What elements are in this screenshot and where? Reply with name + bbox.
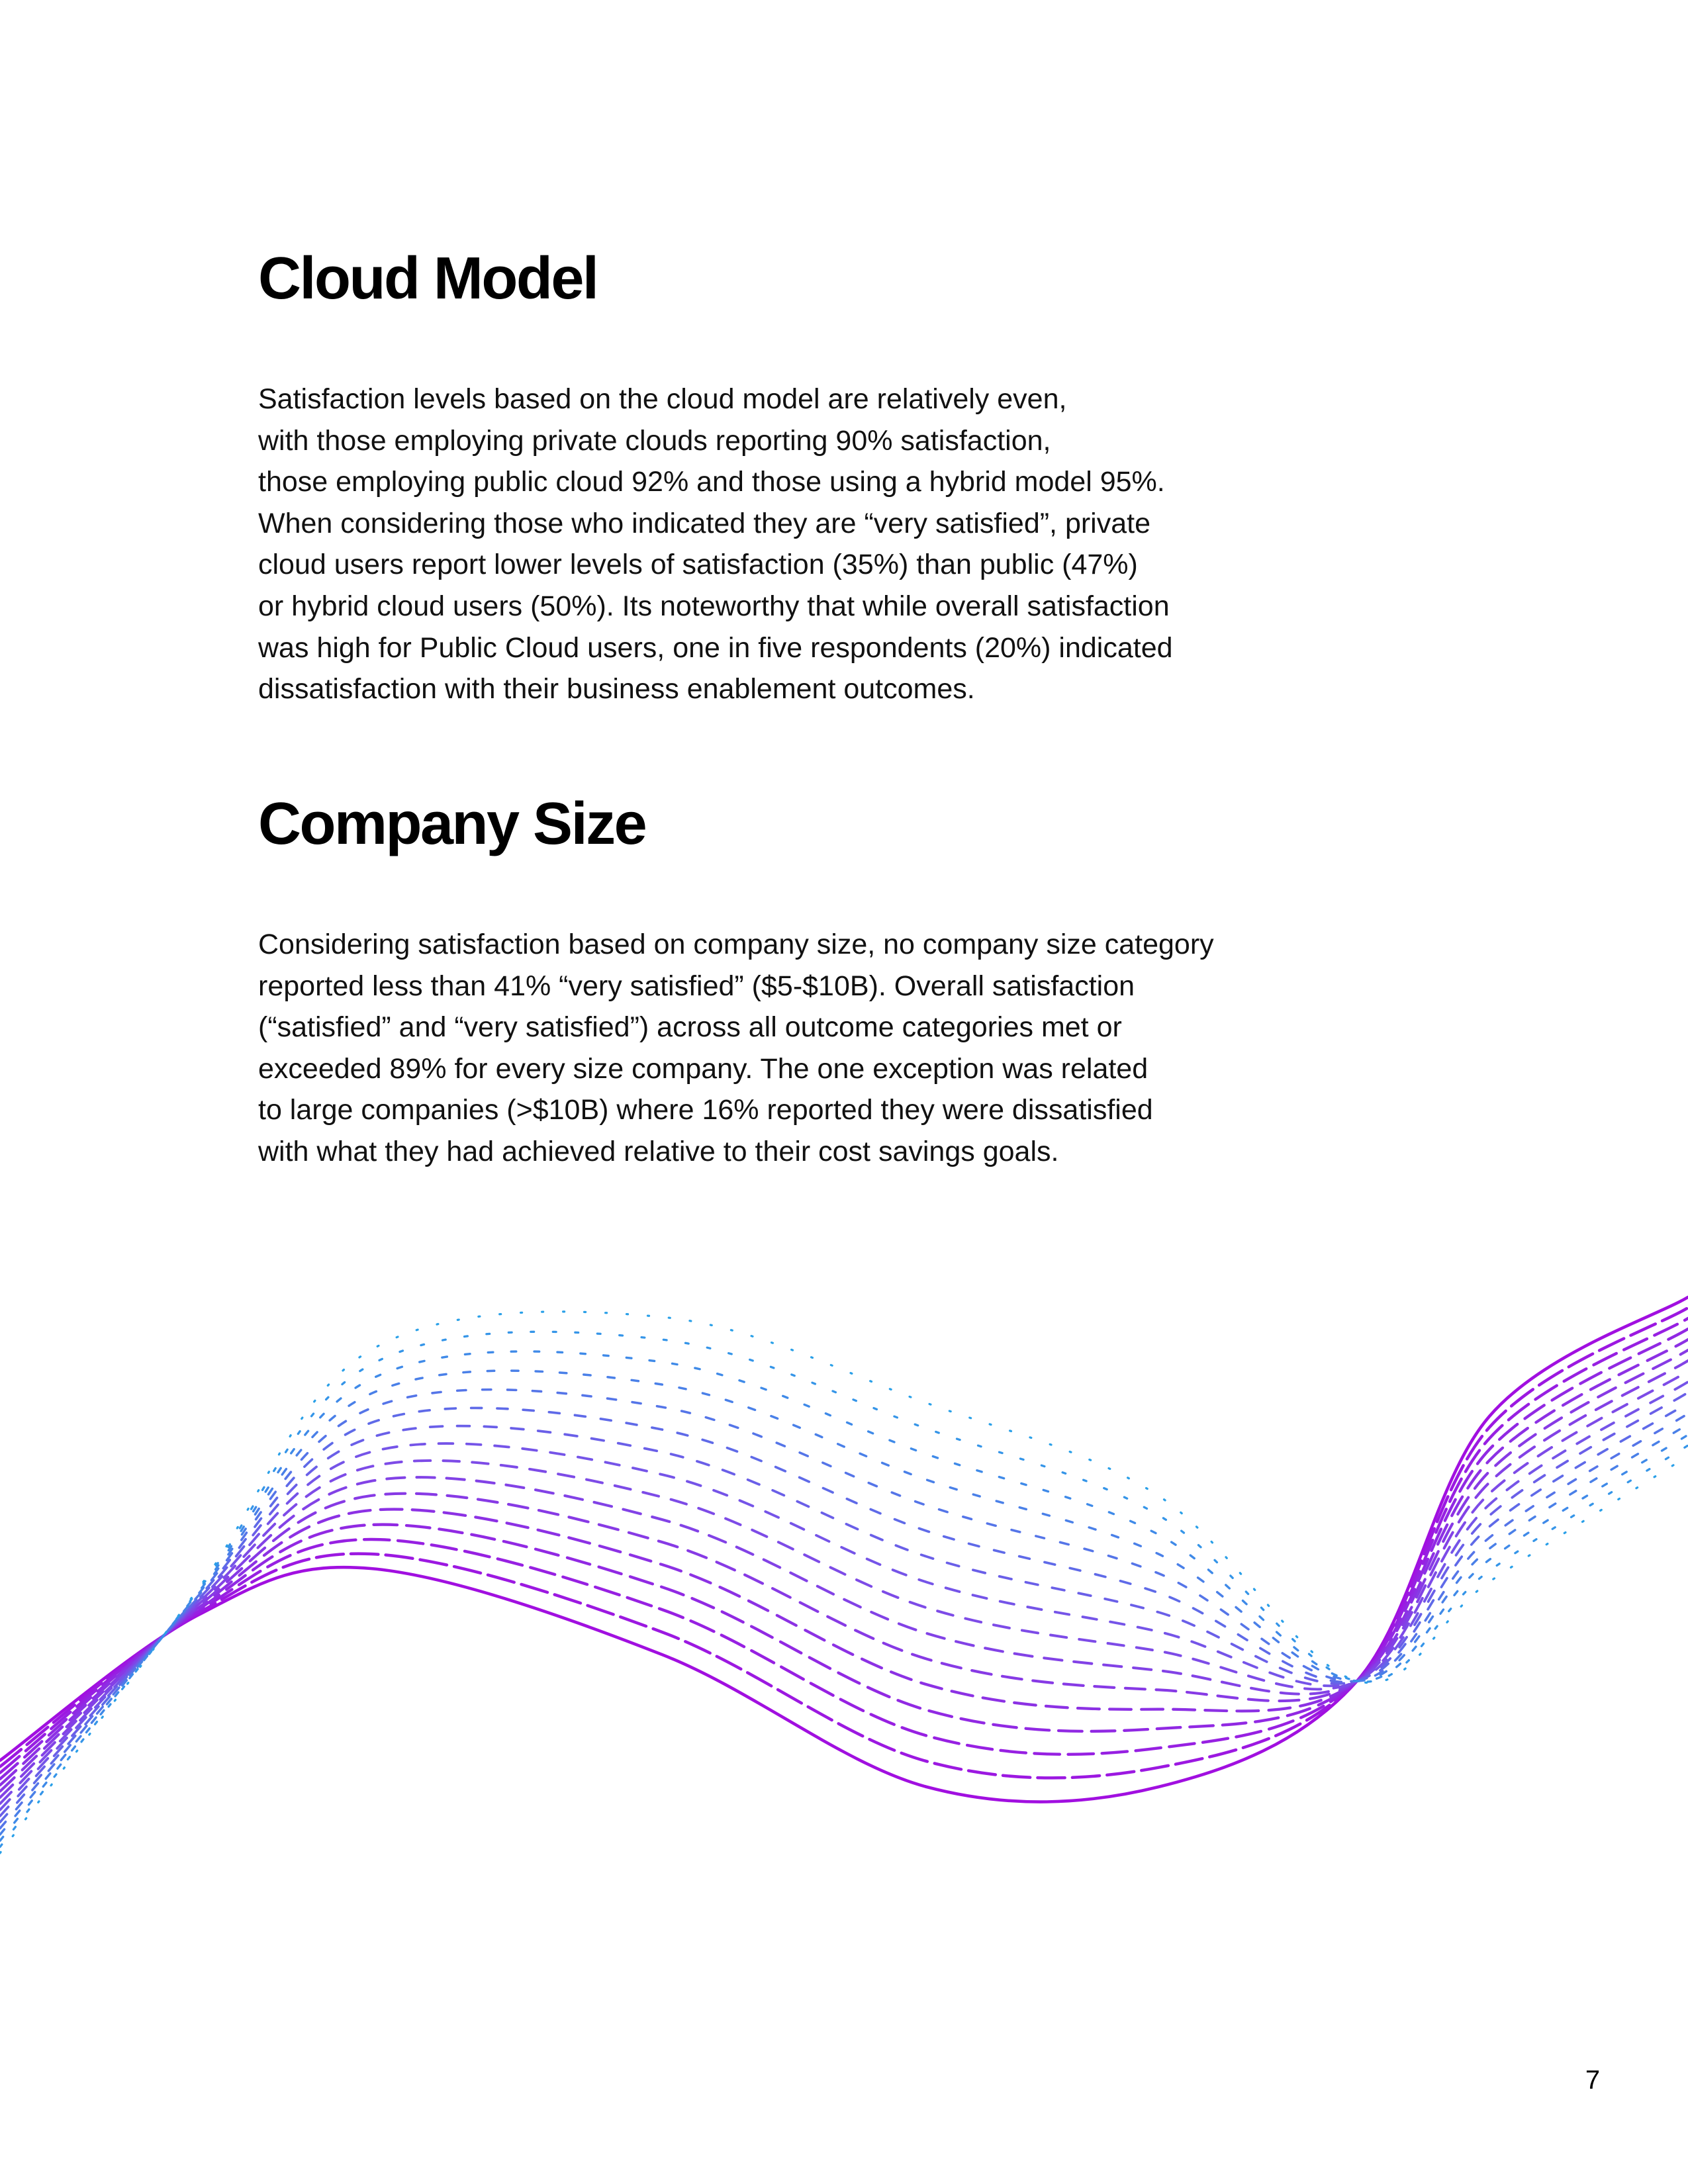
- body-line: exceeded 89% for every size company. The one exception was related: [258, 1052, 1149, 1085]
- page-number: 7: [1585, 2066, 1601, 2095]
- wave-line: [0, 1403, 1688, 1822]
- wave-line: [0, 1361, 1688, 1797]
- body-line: or hybrid cloud users (50%). Its noteworthy that while overall satisfaction: [258, 590, 1170, 622]
- body-line: with what they had achieved relative to their cost savings goals.: [258, 1135, 1059, 1167]
- body-line: with those employing private clouds reporting 90% satisfaction,: [258, 424, 1051, 457]
- body-line: to large companies (>$10B) where 16% reported they were dissatisfied: [258, 1094, 1153, 1126]
- body-line: When considering those who indicated they are “very satisfied”, private: [258, 507, 1151, 539]
- section-heading-cloud-model: Cloud Model: [258, 246, 598, 312]
- wave-line: [0, 1371, 1688, 1835]
- wave-line: [0, 1390, 1688, 1829]
- section-heading-company-size: Company Size: [258, 791, 646, 857]
- wave-line: [0, 1351, 1688, 1841]
- body-line: dissatisfaction with their business enablement outcomes.: [258, 673, 975, 705]
- decorative-wave-graphic: [0, 1257, 1688, 1985]
- wave-line: [0, 1332, 1688, 1846]
- section-company-size: [258, 788, 1383, 1173]
- body-line: reported less than 41% “very satisfied” ($5-$10B). Overall satisfaction: [258, 970, 1135, 1002]
- wave-lines-group: [0, 1297, 1688, 1853]
- body-line: (“satisfied” and “very satisfied”) across all outcome categories met or: [258, 1011, 1122, 1044]
- section-body-company-size: [258, 924, 1383, 1173]
- body-line: was high for Public Cloud users, one in five respondents (20%) indicated: [258, 631, 1173, 664]
- section-body-cloud-model: [258, 379, 1383, 710]
- section-cloud-model: [258, 242, 1383, 710]
- body-line: Considering satisfaction based on company size, no company size category: [258, 929, 1214, 960]
- body-line: cloud users report lower levels of satisfaction (35%) than public (47%): [258, 549, 1138, 581]
- body-line: Satisfaction levels based on the cloud model are relatively even,: [258, 383, 1067, 415]
- wave-line: [0, 1340, 1688, 1785]
- body-line: those employing public cloud 92% and those using a hybrid model 95%.: [258, 466, 1165, 498]
